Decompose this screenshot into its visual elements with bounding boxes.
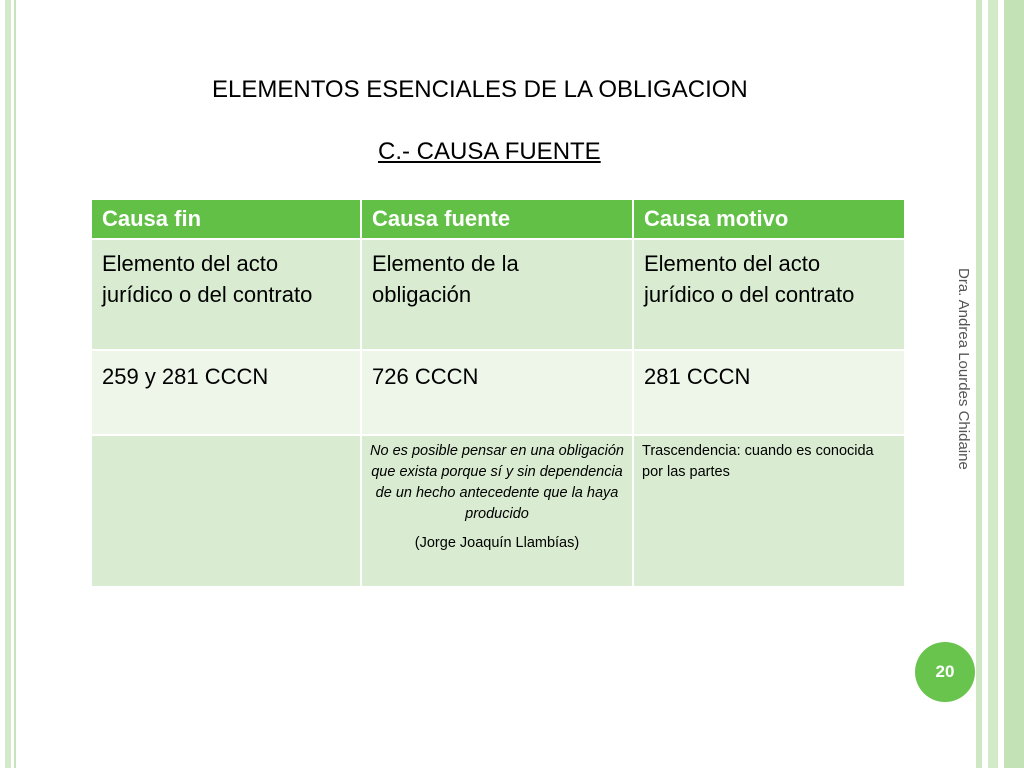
right-stripe-2 — [988, 0, 998, 768]
table-row — [91, 350, 905, 435]
header-causa-motivo: Causa motivo — [633, 199, 905, 239]
table-row — [91, 435, 905, 587]
table-cell: Trascendencia: cuando es conocida por las partes — [633, 435, 905, 587]
header-causa-fuente: Causa fuente — [361, 199, 633, 239]
quote-text: No es posible pensar en una obligación que exista porque sí y sin dependencia de un hecho antecedente que la haya producido — [370, 443, 624, 522]
causa-table — [90, 198, 906, 588]
table-cell: 281 CCCN — [633, 350, 905, 435]
side-author-label: Dra. Andrea Lourdes Chidaine — [955, 268, 972, 470]
table-cell-quote — [361, 435, 633, 587]
right-stripe-3 — [1004, 0, 1024, 768]
table-cell: Elemento del acto jurídico o del contrato — [633, 239, 905, 350]
header-causa-fin: Causa fin — [91, 199, 361, 239]
slide-title: ELEMENTOS ESENCIALES DE LA OBLIGACION — [212, 76, 748, 103]
table-row — [91, 239, 905, 350]
table-cell — [91, 435, 361, 587]
right-stripe-1 — [976, 0, 982, 768]
table-cell: Elemento del acto jurídico o del contrato — [91, 239, 361, 350]
page-number-badge: 20 — [915, 642, 975, 702]
table-cell: Elemento de la obligación — [361, 239, 633, 350]
left-stripe-fill — [5, 0, 11, 768]
table-cell: 259 y 281 CCCN — [91, 350, 361, 435]
table-cell: 726 CCCN — [361, 350, 633, 435]
slide-subtitle: C.- CAUSA FUENTE — [378, 138, 601, 165]
table-header-row — [91, 199, 905, 239]
quote-citation: (Jorge Joaquín Llambías) — [414, 535, 580, 551]
